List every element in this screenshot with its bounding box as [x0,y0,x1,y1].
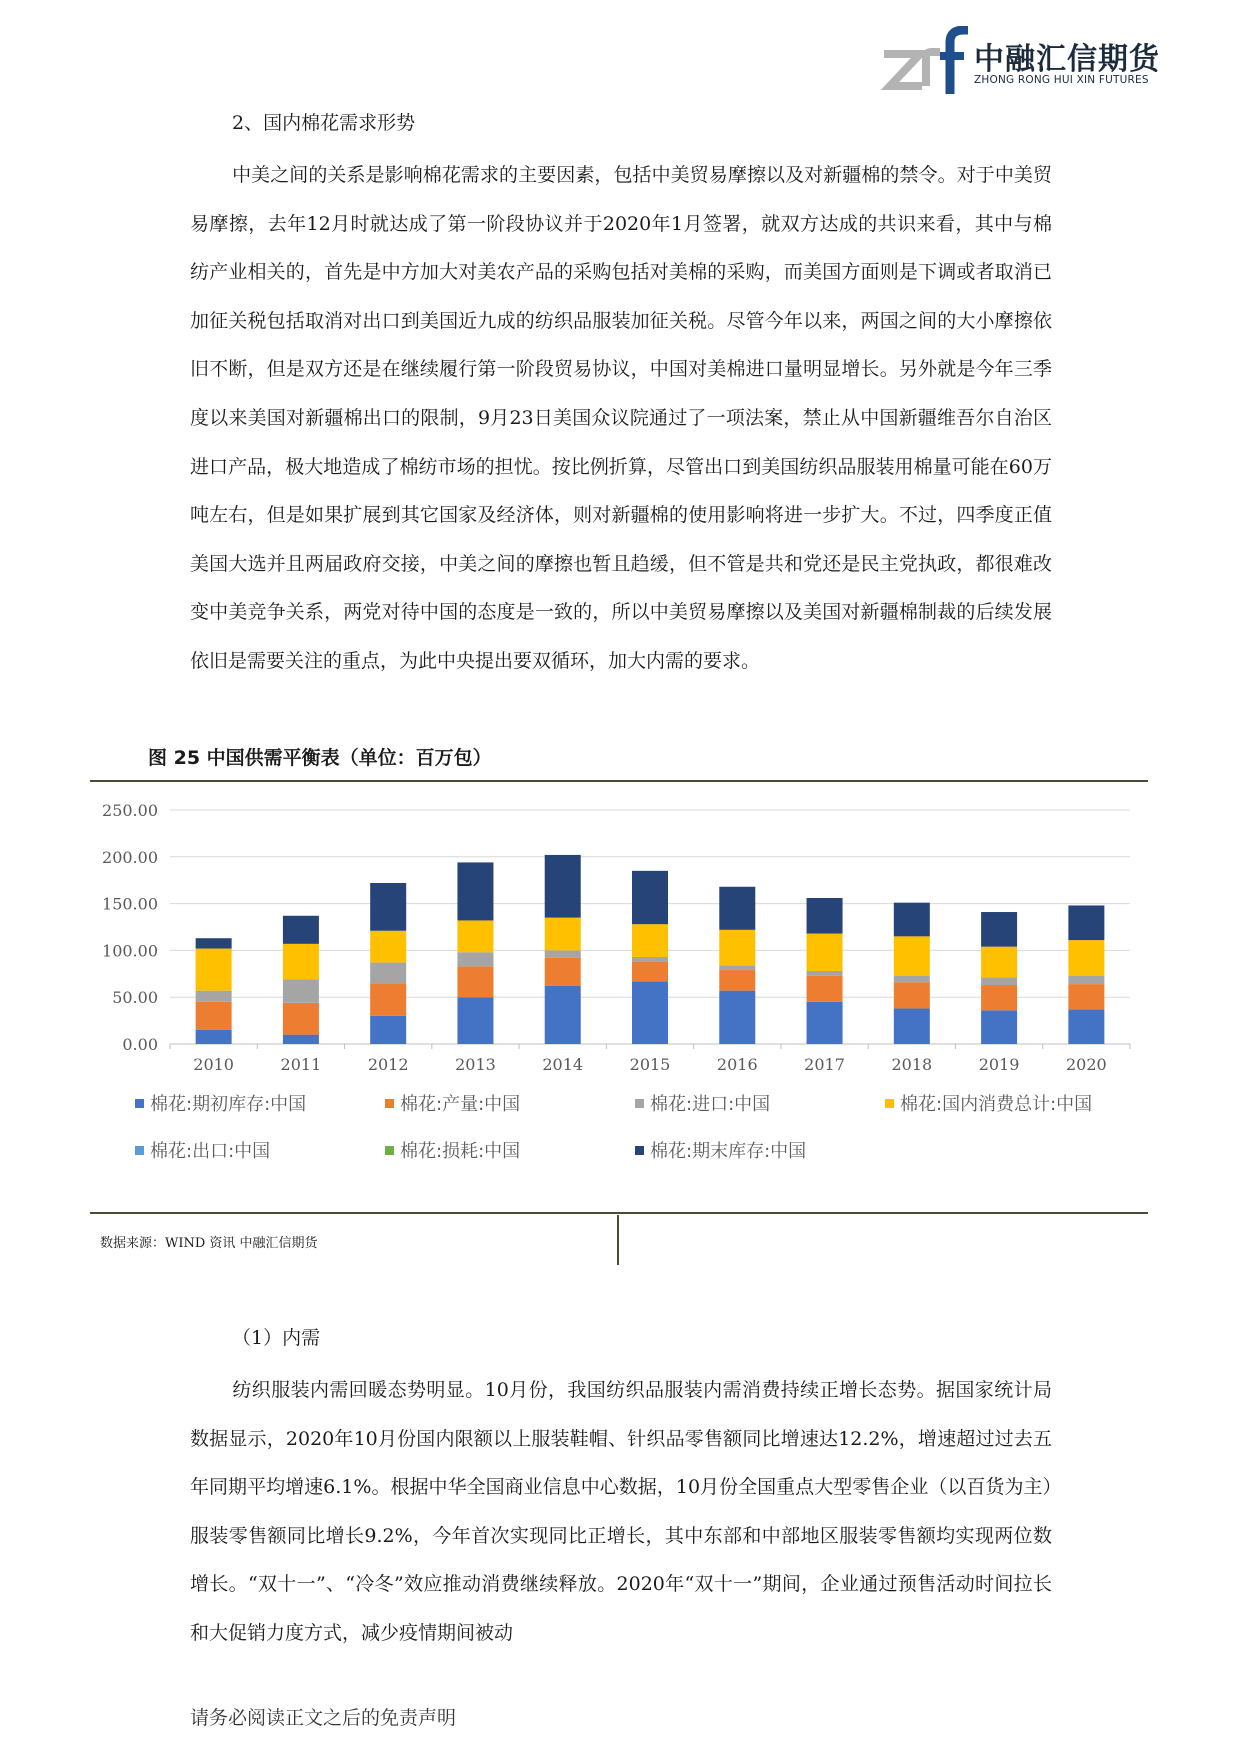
chart-bar-segment [894,976,930,983]
chart-legend-label: 棉花:产量:中国 [400,1094,521,1115]
supply-demand-chart [90,782,1148,1212]
chart-x-tick-label: 2018 [891,1055,933,1074]
chart-bar-segment [457,997,493,1044]
chart-bar-segment [370,1016,406,1044]
chart-bar-segment [370,963,406,984]
chart-x-tick-label: 2014 [542,1055,584,1074]
zrf-logo-mark-icon [880,26,968,96]
section-paragraph-text: 中美之间的关系是影响棉花需求的主要因素，包括中美贸易摩擦以及对新疆棉的禁令。对于中美贸易摩擦，去年12月时就达成了第一阶段协议并于2020年1月签署，就双方达成的共识来看，其中与棉纺产业相关的，首先是中方加大对美农产品的采购包括对美棉的采购，而美国方面则是下调或者取消已加征关税包括取消对出口到美国近九成的纺织品服装加征关税。尽管今年以来，两国之间的大小摩擦依旧不断，但是双方还是在继续履行第一阶段贸易协议，中国对美棉进口量明显增长。另外就是今年三季度以来美国对新疆棉出口的限制，9月23日美国众议院通过了一项法案，禁止从中国新疆维吾尔自治区进口产品，极大地造成了棉纺市场的担忧。按比例折算，尽管出口到美国纺织品服装用棉量可能在60万吨左右，但是如果扩展到其它国家及经济体，则对新疆棉的使用影响将进一步扩大。不过，四季度正值美国大选并且两届政府交接，中美之间的摩擦也暂且趋缓，但不管是共和党还是民主党执政，都很难改变中美竞争关系，两党对待中国的态度是一致的，所以中美贸易摩擦以及美国对新疆棉制裁的后续发展依旧是需要关注的重点，为此中央提出要双循环，加大内需的要求。 [190,164,1052,672]
logo-chinese-name: 中融汇信期货 [974,42,1160,77]
chart-x-tick-label: 2016 [716,1055,758,1074]
chart-bar-segment [545,986,581,1044]
chart-bar-segment [1068,940,1104,976]
chart-y-tick-label: 200.00 [102,847,158,867]
chart-bar-segment [196,1030,232,1044]
chart-bar-segment [719,930,755,966]
chart-bar-segment [370,883,406,931]
chart-bar-segment [283,916,319,944]
chart-bar-segment [457,952,493,966]
chart-bar-segment [632,962,668,982]
chart-bar-segment [719,887,755,930]
chart-bar-segment [545,958,581,986]
section-heading: 2、国内棉花需求形势 [232,112,416,134]
chart-bar-segment [1068,905,1104,940]
logo-english-name: ZHONG RONG HUI XIN FUTURES [974,74,1149,86]
chart-bar-segment [981,978,1017,985]
chart-legend-label: 棉花:国内消费总计:中国 [900,1094,1093,1115]
subsection-heading: （1）内需 [232,1327,321,1349]
chart-bar-segment [894,936,930,975]
disclaimer-footer: 请务必阅读正文之后的免责声明 [190,1707,457,1729]
chart-bar-segment [981,985,1017,1010]
chart-x-tick-label: 2020 [1066,1055,1107,1074]
chart-bar-segment [196,1002,232,1030]
chart-bar-segment [370,983,406,1016]
chart-legend-swatch [135,1099,144,1108]
chart-x-tick-label: 2015 [629,1055,671,1074]
chart-bar-segment [370,931,406,963]
chart-bar-segment [981,1010,1017,1044]
chart-y-tick-label: 150.00 [102,894,158,914]
chart-bar-segment [632,981,668,1044]
chart-legend-swatch [635,1146,644,1155]
chart-bar-segment [719,991,755,1044]
chart-legend-label: 棉花:损耗:中国 [400,1141,521,1162]
chart-bar-segment [1068,984,1104,1009]
chart-bar-segment [457,920,493,952]
chart-bar-segment [807,971,843,976]
chart-bar-segment [196,991,232,1002]
chart-bar-segment [894,982,930,1008]
subsection-paragraph-text: 纺织服装内需回暖态势明显。10月份，我国纺织品服装内需消费持续正增长态势。据国家统计局数据显示，2020年10月份国内限额以上服装鞋帽、针织品零售额同比增速达12.2%，增速超过过去五年同期平均增速6.1%。根据中华全国商业信息中心数据，10月份全国重点大型零售企业（以百货为主）服装零售额同比增长9.2%，今年首次实现同比正增长，其中东部和中部地区服装零售额均实现两位数增长。“双十一”、“冷冬”效应推动消费继续释放。2020年“双十一”期间，企业通过预售活动时间拉长和大促销力度方式，减少疫情期间被动 [190,1379,1052,1644]
chart-bar-segment [632,924,668,957]
chart-bar-segment [457,862,493,920]
chart-legend-swatch [135,1146,144,1155]
chart-legend-label: 棉花:期初库存:中国 [150,1094,307,1115]
chart-y-tick-label: 50.00 [112,988,158,1008]
chart-bar-segment [632,957,668,962]
chart-x-tick-label: 2013 [455,1055,496,1074]
section-paragraph [190,151,1052,686]
subsection-paragraph [190,1366,1052,1658]
chart-bar-segment [807,976,843,1002]
chart-y-tick-label: 250.00 [102,801,158,820]
chart-bar-segment [545,950,581,957]
chart-legend-swatch [385,1099,394,1108]
chart-bar-segment [283,979,319,1002]
chart-bar-segment [457,966,493,997]
chart-y-tick-label: 0.00 [122,1035,158,1054]
figure-footer-divider [617,1215,619,1265]
chart-legend-label: 棉花:出口:中国 [150,1141,271,1162]
chart-bar-segment [545,855,581,918]
chart-bar-segment [196,949,232,991]
figure-source: 数据来源：WIND 资讯 中融汇信期货 [100,1236,318,1251]
chart-x-tick-label: 2017 [804,1055,845,1074]
chart-legend-label: 棉花:期末库存:中国 [650,1141,807,1162]
chart-legend-label: 棉花:进口:中国 [650,1094,771,1115]
chart-legend-swatch [385,1146,394,1155]
chart-x-tick-label: 2010 [193,1055,234,1074]
chart-bar-segment [807,898,843,934]
figure-title: 图 25 中国供需平衡表（单位：百万包） [148,747,492,769]
company-logo [880,26,1180,96]
chart-bar-segment [981,912,1017,947]
chart-bar-segment [1068,976,1104,984]
chart-bar-segment [283,1035,319,1044]
chart-bar-segment [719,965,755,970]
figure-bottom-rule [90,1212,1148,1214]
chart-x-tick-label: 2019 [978,1055,1020,1074]
chart-bar-segment [283,944,319,980]
chart-bar-segment [632,871,668,924]
chart-bar-segment [894,1008,930,1044]
chart-bar-segment [894,903,930,937]
chart-bar-segment [196,938,232,948]
chart-bar-segment [719,970,755,991]
chart-bar-segment [545,918,581,951]
chart-bar-segment [283,1003,319,1035]
chart-y-tick-label: 100.00 [102,941,158,961]
chart-x-tick-label: 2011 [280,1055,322,1074]
chart-legend-swatch [885,1099,894,1108]
chart-bar-segment [807,934,843,971]
chart-bar-segment [807,1002,843,1044]
chart-legend-swatch [635,1099,644,1108]
chart-bar-segment [1068,1009,1104,1044]
chart-x-tick-label: 2012 [367,1055,409,1074]
chart-bar-segment [981,947,1017,978]
